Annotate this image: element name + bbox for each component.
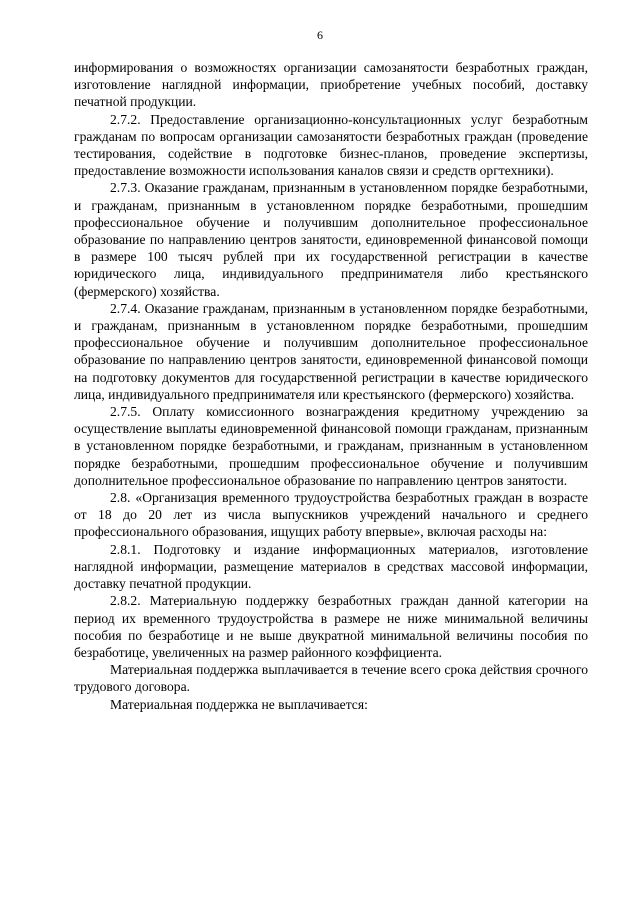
page-number: 6 bbox=[317, 28, 323, 42]
paragraph-2-7-5: 2.7.5. Оплату комиссионного вознаграждения кредитному учреждению за осуществление выплаты единовременной финансовой помощи гражданам, признанным в установленном порядке безработными, и гражданам, признанным в установленном порядке безработными, прошедшим профессиональное обучение и получившим дополнительное профессиональное образование по направлению центров занятости. bbox=[74, 404, 588, 488]
paragraph-continuation: информирования о возможностях организации самозанятости безработных граждан, изготовление наглядной информации, приобретение учебных пособий, доставку печатной продукции. bbox=[74, 60, 588, 110]
paragraph-2-8-1: 2.8.1. Подготовку и издание информационных материалов, изготовление наглядной информации, размещение материалов в средствах массовой информации, доставку печатной продукции. bbox=[74, 541, 588, 592]
paragraph-2-8: 2.8. «Организация временного трудоустройства безработных граждан в возрасте от 18 до 20 лет из числа выпускников учреждений начального и среднего профессионального образования, ищущих работу впервые», включая расходы на: bbox=[74, 490, 588, 540]
paragraph-support-paid: Материальная поддержка выплачивается в течение всего срока действия срочного трудового договора. bbox=[74, 662, 588, 695]
paragraph-2-7-3: 2.7.3. Оказание гражданам, признанным в установленном порядке безработными, и гражданам, признанным в установленном порядке безработными, прошедшим профессиональное обучение и получившим дополнительное профессиональное образование по направлению центров занятости, единовременной финансовой помощи в размере 100 тысяч рублей при их государственной регистрации в качестве юридического лица, индивидуального предпринимателя либо крестьянского (фермерского) хозяйства. bbox=[74, 180, 588, 299]
document-body bbox=[74, 59, 588, 713]
paragraph-2-7-2: 2.7.2. Предоставление организационно-консультационных услуг безработным гражданам по вопросам организации самозанятости безработных граждан (проведение тестирования, содействие в подготовке бизнес-планов, проведение экспертизы, предоставление возможности использования каналов связи и средств оргтехники). bbox=[74, 111, 588, 179]
paragraph-2-8-2: 2.8.2. Материальную поддержку безработных граждан данной категории на период их временного трудоустройства в размере не ниже минимальной величины пособия по безработице и не выше двукратной минимальной величины пособия по безработице, увеличенных на размер районного коэффициента. bbox=[74, 593, 588, 660]
paragraph-2-7-4: 2.7.4. Оказание гражданам, признанным в установленном порядке безработными, и гражданам, признанным в установленном порядке безработными, прошедшим профессиональное обучение и получившим дополнительное профессиональное образование по направлению центров занятости, единовременной финансовой помощи на подготовку документов для государственной регистрации в качестве юридического лица, индивидуального предпринимателя или крестьянского (фермерского) хозяйства. bbox=[74, 300, 588, 402]
paragraph-support-not-paid: Материальная поддержка не выплачивается: bbox=[110, 696, 368, 712]
